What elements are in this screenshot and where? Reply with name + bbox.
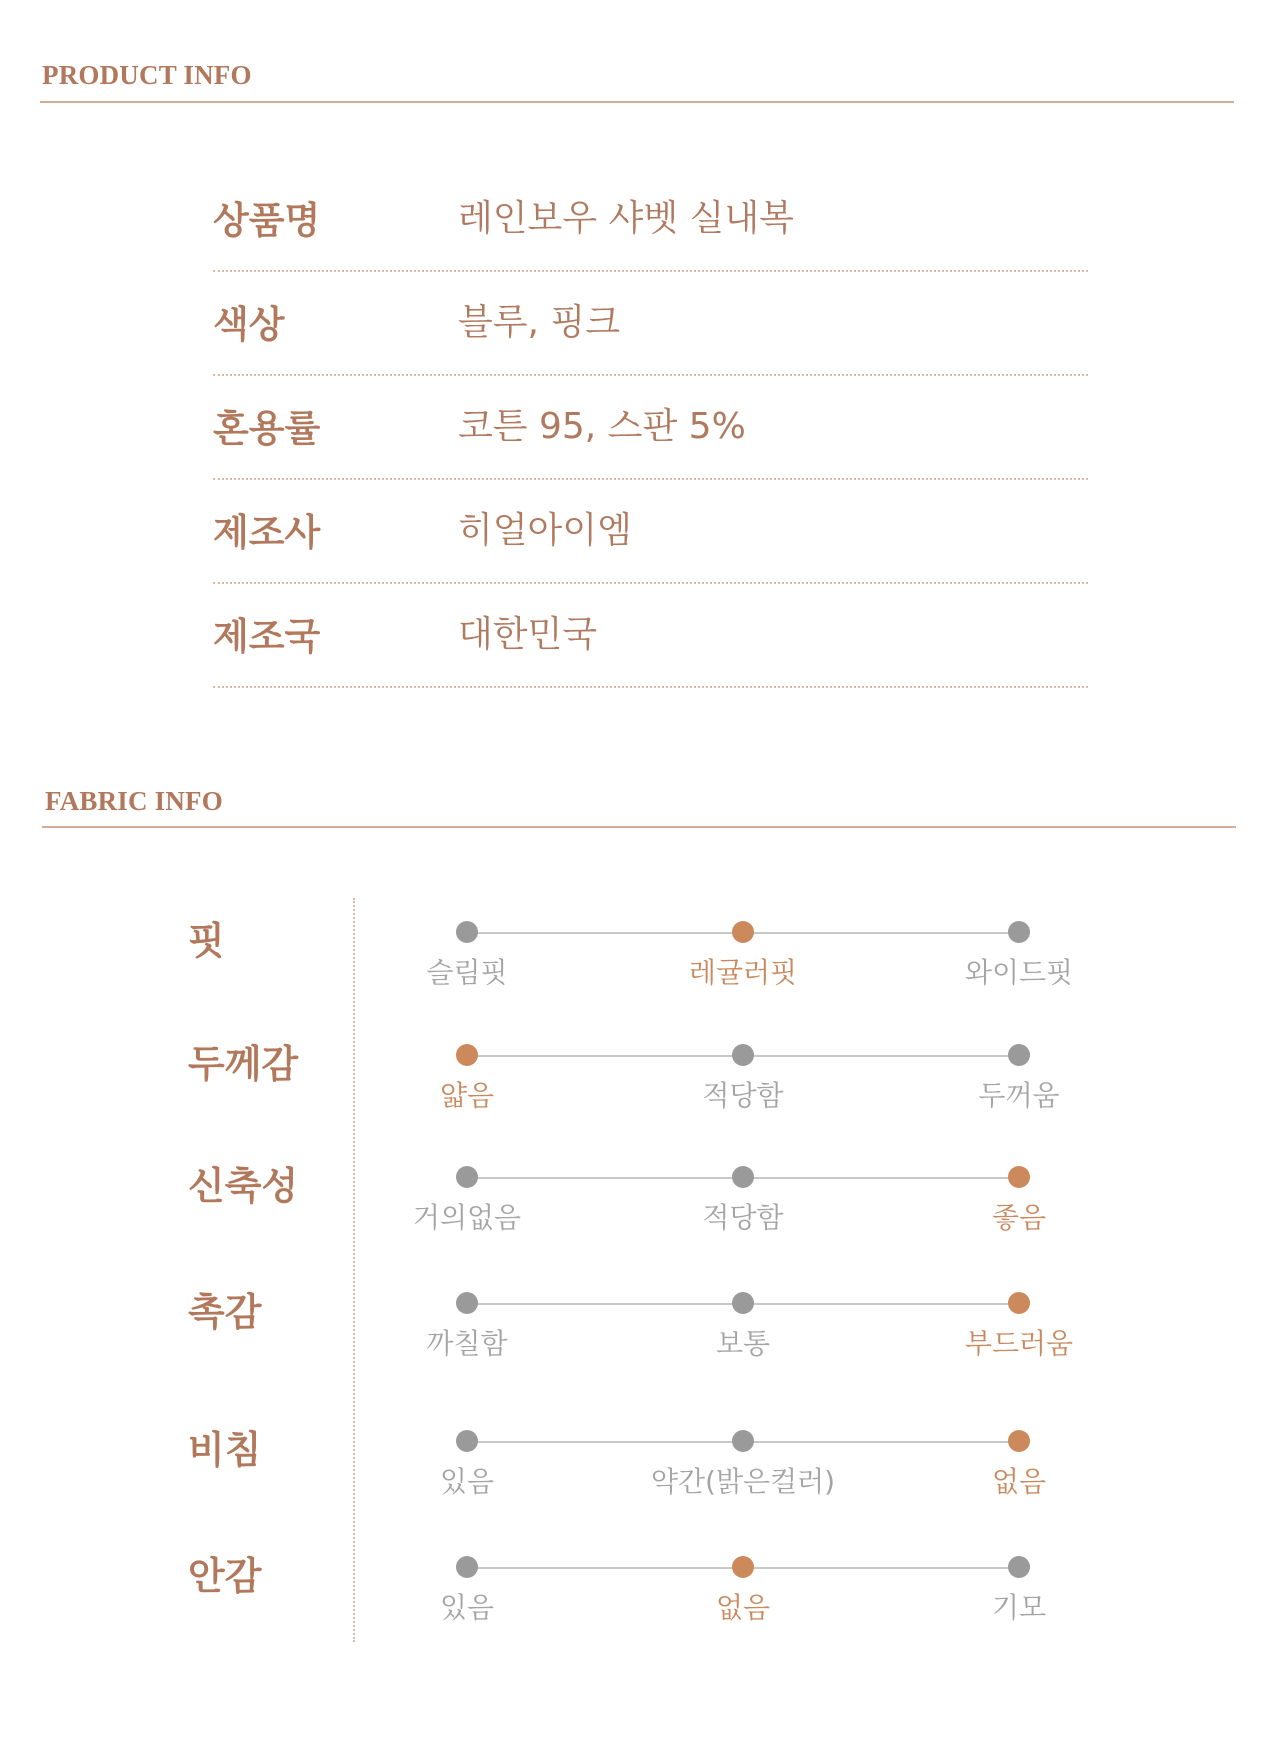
fabric-label: 신축성 <box>188 1164 299 1208</box>
fabric-info-divider <box>42 826 1236 828</box>
product-value: 히얼아이엠 <box>458 510 632 551</box>
fabric-option-selected: 레귤러핏 <box>688 956 798 989</box>
fabric-scale-dot <box>732 1292 754 1314</box>
fabric-label: 핏 <box>188 919 225 963</box>
product-value: 블루, 핑크 <box>458 302 620 343</box>
product-value: 레인보우 샤벳 실내복 <box>458 198 794 239</box>
fabric-scale-dot-selected <box>1008 1166 1030 1188</box>
fabric-option: 있음 <box>439 1591 495 1624</box>
fabric-option: 보통 <box>715 1327 771 1360</box>
fabric-scale-dot <box>732 1430 754 1452</box>
fabric-option-selected: 좋음 <box>991 1201 1047 1234</box>
fabric-option: 슬림핏 <box>426 956 508 989</box>
fabric-scale-dot-selected <box>456 1044 478 1066</box>
fabric-option: 적당함 <box>702 1201 784 1234</box>
fabric-option: 까칠함 <box>426 1327 508 1360</box>
fabric-scale-dot <box>456 1430 478 1452</box>
fabric-option-selected: 부드러움 <box>964 1327 1074 1360</box>
fabric-scale-dot <box>456 921 478 943</box>
fabric-scale-dot-selected <box>1008 1292 1030 1314</box>
fabric-option: 약간(밝은컬러) <box>650 1465 836 1498</box>
fabric-row-stretch <box>0 1164 1280 1297</box>
product-label: 혼용률 <box>213 407 321 450</box>
fabric-option: 와이드핏 <box>964 956 1074 989</box>
product-info-title: PRODUCT INFO <box>42 60 252 90</box>
fabric-scale-dot <box>1008 1556 1030 1578</box>
product-row-color <box>213 272 1088 376</box>
fabric-option: 거의없음 <box>412 1201 522 1234</box>
fabric-option-selected: 얇음 <box>439 1079 495 1112</box>
product-value: 대한민국 <box>458 614 598 655</box>
fabric-label: 촉감 <box>188 1290 262 1334</box>
fabric-scale-dot <box>456 1556 478 1578</box>
fabric-scale-dot-selected <box>732 921 754 943</box>
fabric-scale-dot <box>732 1166 754 1188</box>
fabric-row-texture <box>0 1290 1280 1423</box>
fabric-option: 기모 <box>991 1591 1047 1624</box>
fabric-scale-dot <box>732 1044 754 1066</box>
fabric-row-sheerness <box>0 1428 1280 1561</box>
fabric-option-selected: 없음 <box>715 1591 771 1624</box>
product-row-composition <box>213 376 1088 480</box>
product-label: 상품명 <box>213 199 321 242</box>
fabric-scale-dot-selected <box>732 1556 754 1578</box>
fabric-scale-dot <box>456 1292 478 1314</box>
fabric-scale-dot <box>456 1166 478 1188</box>
fabric-info-title: FABRIC INFO <box>45 786 223 816</box>
product-row-country <box>213 584 1088 688</box>
fabric-option: 있음 <box>439 1465 495 1498</box>
product-row-name <box>213 168 1088 272</box>
product-row-manufacturer <box>213 480 1088 584</box>
fabric-label: 두께감 <box>188 1042 299 1086</box>
product-label: 색상 <box>213 303 285 346</box>
fabric-row-lining <box>0 1554 1280 1687</box>
fabric-option: 두꺼움 <box>978 1079 1060 1112</box>
fabric-option-selected: 없음 <box>991 1465 1047 1498</box>
product-label: 제조사 <box>213 511 321 554</box>
product-label: 제조국 <box>213 615 321 658</box>
product-info-table <box>213 168 1088 688</box>
fabric-scale-dot-selected <box>1008 1430 1030 1452</box>
product-value: 코튼 95, 스판 5% <box>458 406 746 447</box>
fabric-scale-dot <box>1008 1044 1030 1066</box>
fabric-option: 적당함 <box>702 1079 784 1112</box>
fabric-scale-dot <box>1008 921 1030 943</box>
fabric-label: 비침 <box>188 1428 262 1472</box>
fabric-label: 안감 <box>188 1554 262 1598</box>
product-info-divider <box>40 101 1234 103</box>
